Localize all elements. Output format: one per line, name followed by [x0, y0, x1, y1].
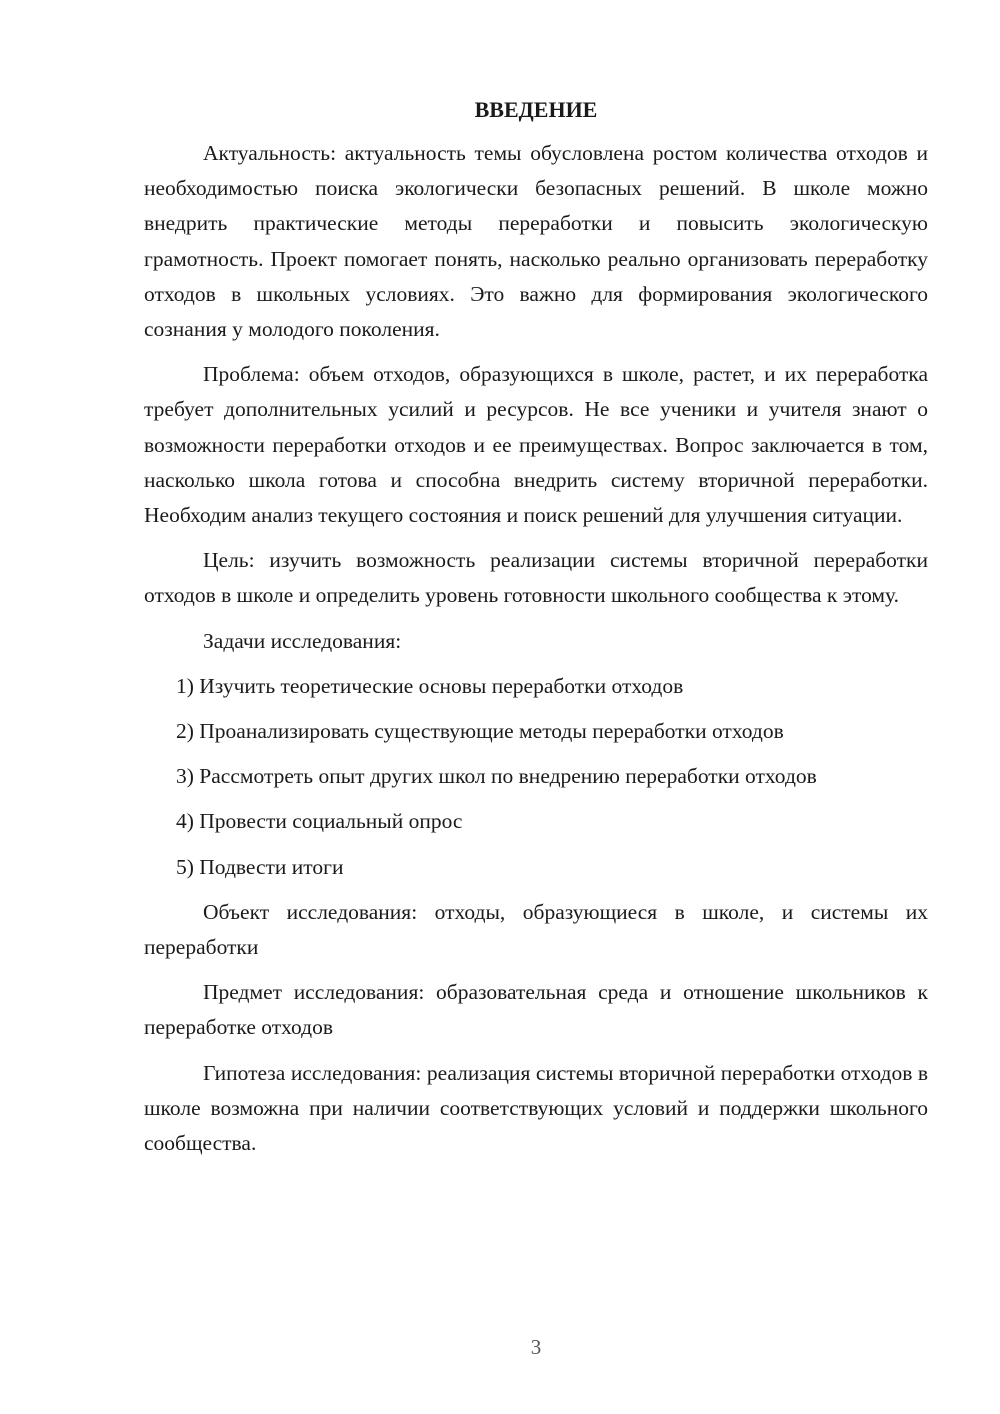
tasks-heading: Задачи исследования: [203, 628, 402, 653]
paragraph-problem: Проблема: объем отходов, образующихся в школе, растет, и их переработка требует дополнительных усилий и ресурсов. Не все ученики и учителя знают о возможности переработки отходов и ее преимуществах. Вопрос заключается в том, насколько школа готова и способна внедрить систему вторичной переработки. Необходим анализ текущего состояния и поиск решений для улучшения ситуации. [144, 362, 928, 528]
list-item: 1) Изучить теоретические основы переработки отходов [176, 673, 684, 698]
page-number: 3 [530, 1335, 542, 1359]
list-item: 4) Провести социальный опрос [176, 809, 463, 834]
list-item: 2) Проанализировать существующие методы переработки отходов [176, 719, 784, 744]
list-item: 3) Рассмотреть опыт других школ по внедрению переработки отходов [176, 764, 817, 789]
paragraph-hypothesis: Гипотеза исследования: реализация системы вторичной переработки отходов в школе возможна при наличии соответствующих условий и поддержки школьного сообщества. [144, 1060, 928, 1156]
paragraph-relevance: Актуальность: актуальность темы обусловлена ростом количества отходов и необходимостью поиска экологически безопасных решений. В школе можно внедрить практические методы переработки и повысить экологическую грамотность. Проект помогает понять, насколько реально организовать переработку отходов в школьных условиях. Это важно для формирования экологического сознания у молодого поколения. [144, 141, 928, 342]
document-page [144, 92, 928, 1171]
tasks-list [144, 669, 928, 885]
paragraph-goal: Цель: изучить возможность реализации системы вторичной переработки отходов в школе и определить уровень готовности школьного сообщества к этому. [144, 548, 928, 608]
page-title: ВВЕДЕНИЕ [474, 97, 598, 122]
paragraph-object: Объект исследования: отходы, образующиеся в школе, и системы их переработки [144, 899, 928, 960]
list-item: 5) Подвести итоги [176, 854, 344, 879]
paragraph-subject: Предмет исследования: образовательная среда и отношение школьников к переработке отходов [144, 980, 928, 1040]
